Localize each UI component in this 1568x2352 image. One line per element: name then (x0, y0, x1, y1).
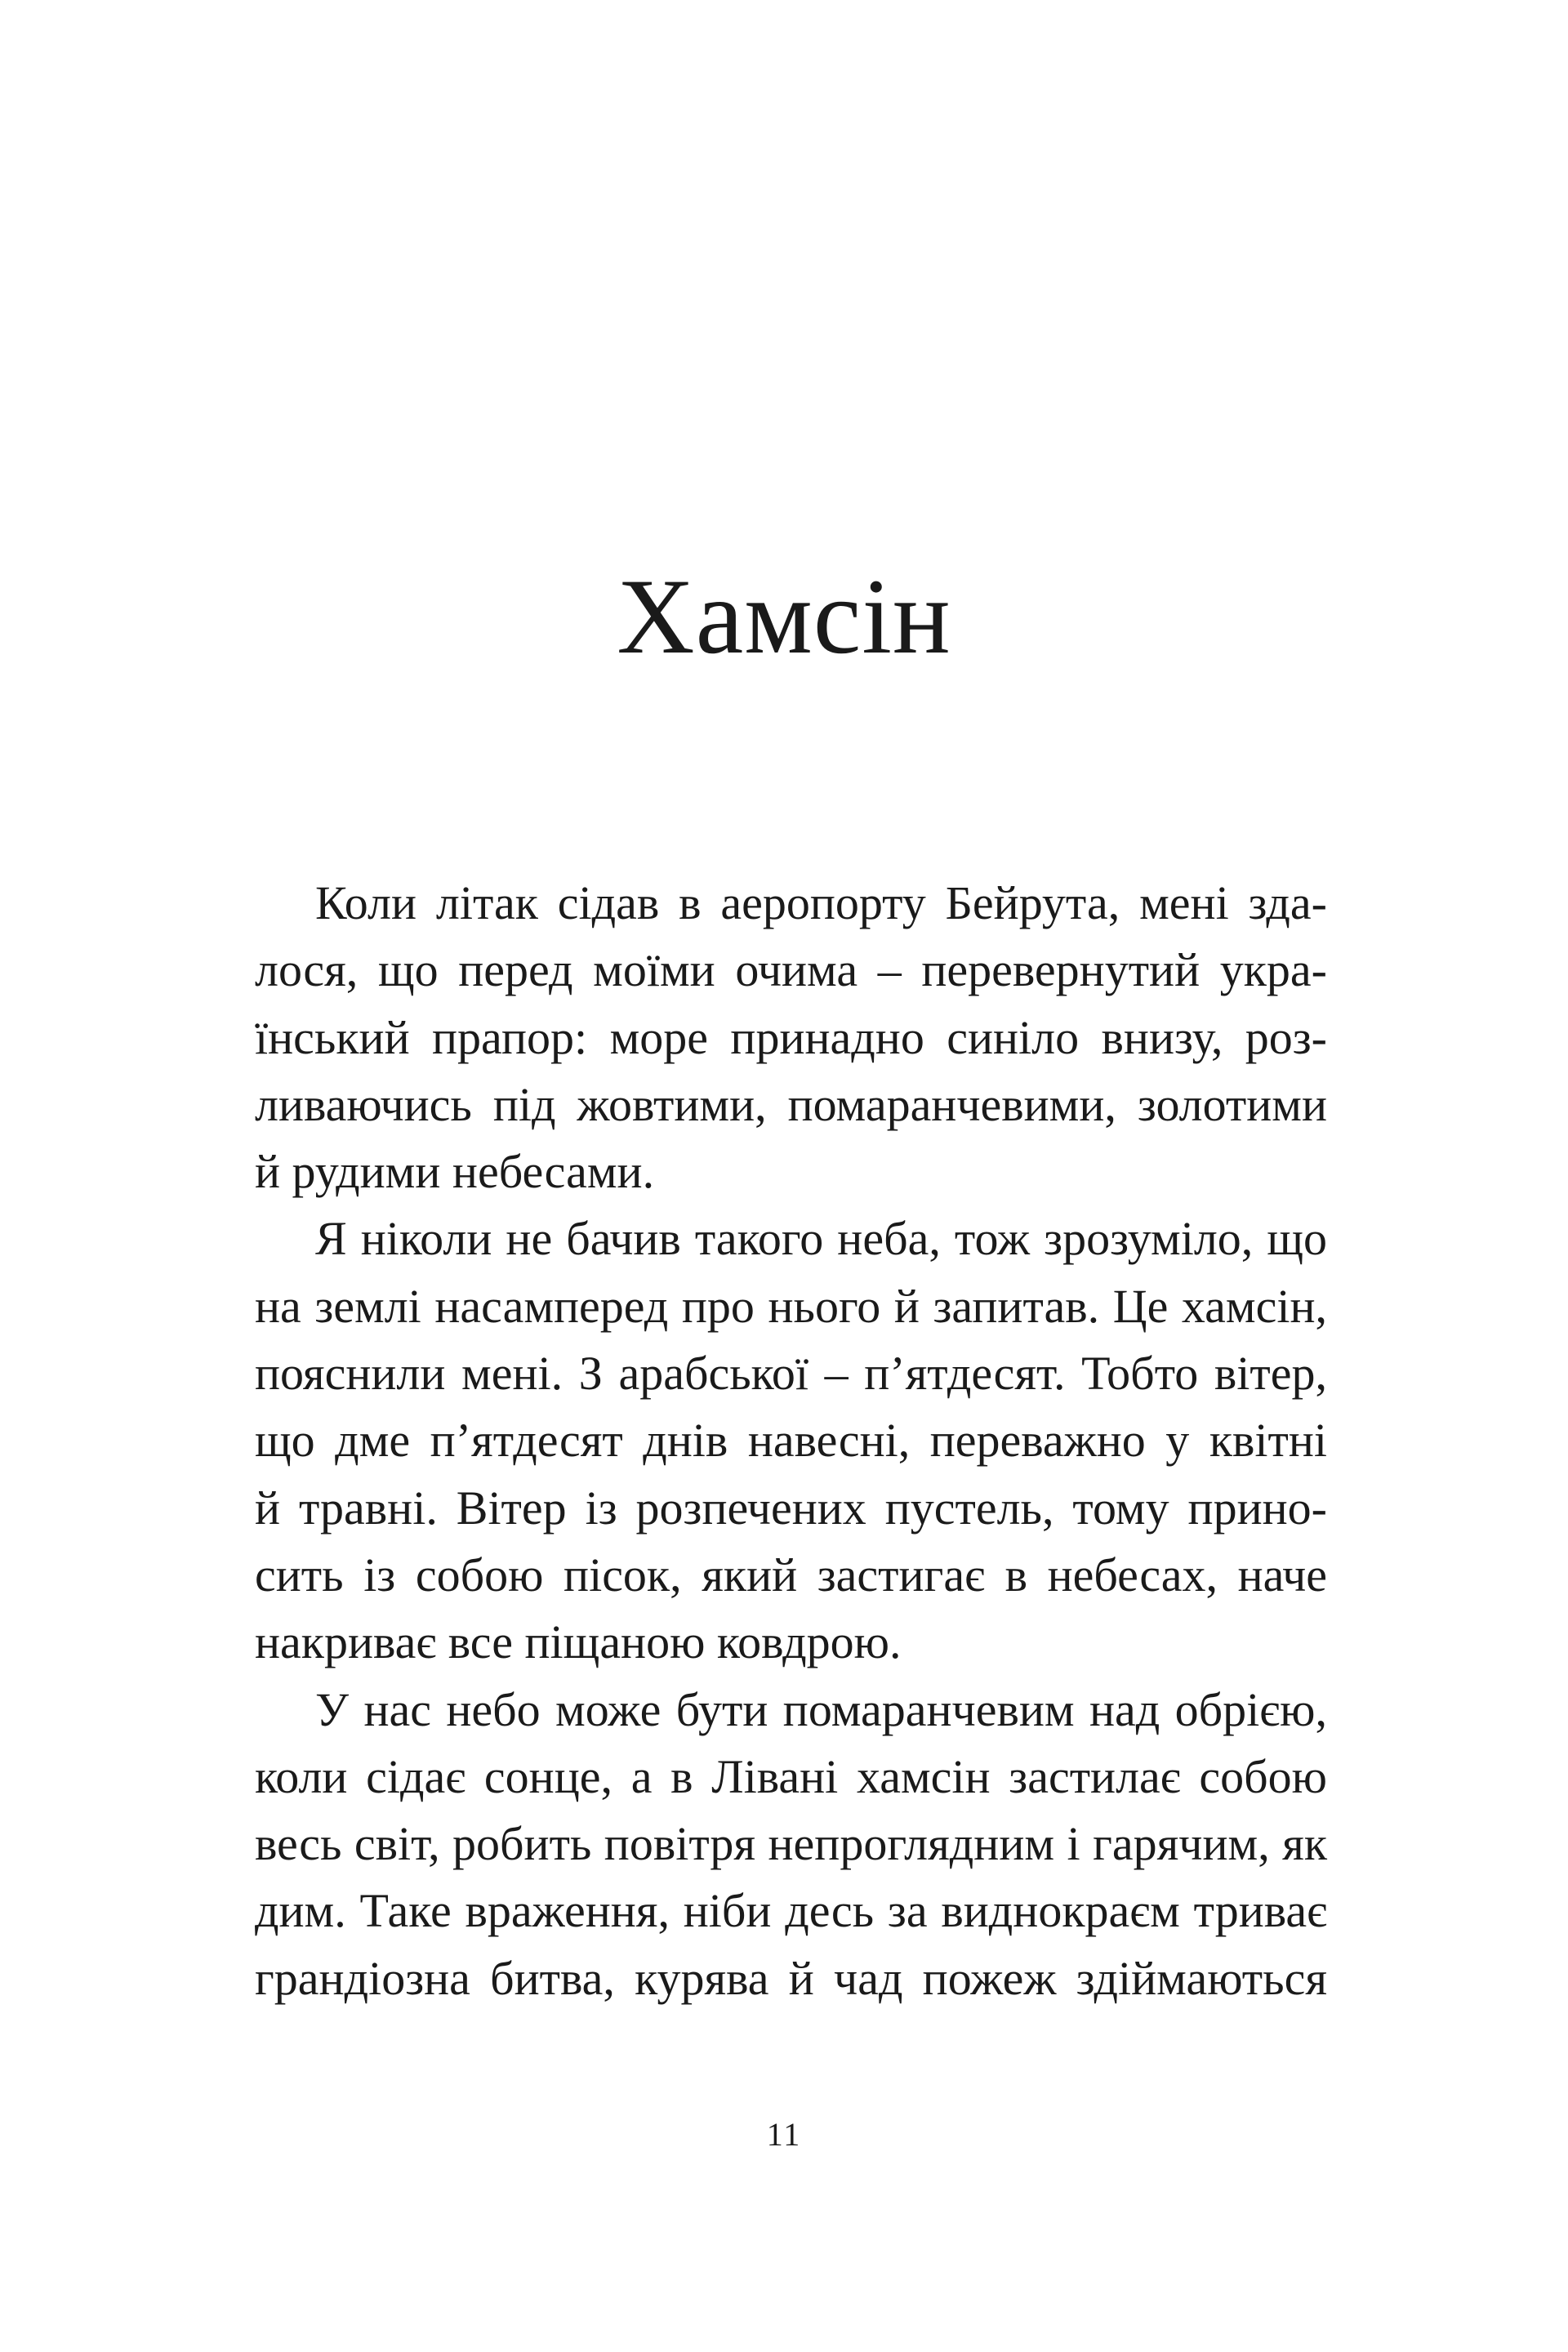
page-number: 11 (766, 2116, 802, 2153)
text-line: й травні. Вітер із розпечених пустель, тому прино- (255, 1481, 1327, 1535)
paragraph (255, 870, 1327, 1205)
text-line: на землі насамперед про нього й запитав. Це хамсін, (255, 1279, 1327, 1333)
text-line: їнський прапор: море принадно синіло внизу, роз- (255, 1010, 1327, 1064)
text-line: що дме п’ятдесят днів навесні, переважно у квітні (255, 1414, 1327, 1468)
text-line: ливаючись під жовтими, помаранчевими, золотими (255, 1077, 1327, 1131)
paragraph (255, 1677, 1327, 2012)
chapter-title: Хамсін (617, 556, 951, 676)
text-line: У нас небо може бути помаранчевим над обрією, (315, 1682, 1327, 1736)
body-text (255, 870, 1327, 2012)
text-line: дим. Таке враження, ніби десь за виднокраєм триває (255, 1884, 1327, 1938)
text-line: накриває все піщаною ковдрою. (255, 1615, 902, 1669)
text-line: Коли літак сідав в аеропорту Бейрута, мені зда- (315, 876, 1327, 929)
text-line: весь світ, робить повітря непроглядним і гарячим, як (255, 1817, 1327, 1871)
text-line: Я ніколи не бачив такого неба, тож зрозуміло, що (315, 1212, 1327, 1266)
text-line: коли сідає сонце, а в Лівані хамсін застилає собою (255, 1749, 1327, 1803)
paragraph (255, 1205, 1327, 1676)
text-line: сить із собою пісок, який застигає в небесах, наче (255, 1548, 1327, 1601)
text-line: й рудими небесами. (255, 1145, 655, 1199)
text-line: пояснили мені. З арабської – п’ятдесят. Тобто вітер, (255, 1347, 1327, 1401)
text-line: грандіозна битва, курява й чад пожеж здіймаються (255, 1951, 1327, 2005)
text-line: лося, що перед моїми очима – перевернутий укра- (255, 943, 1327, 997)
